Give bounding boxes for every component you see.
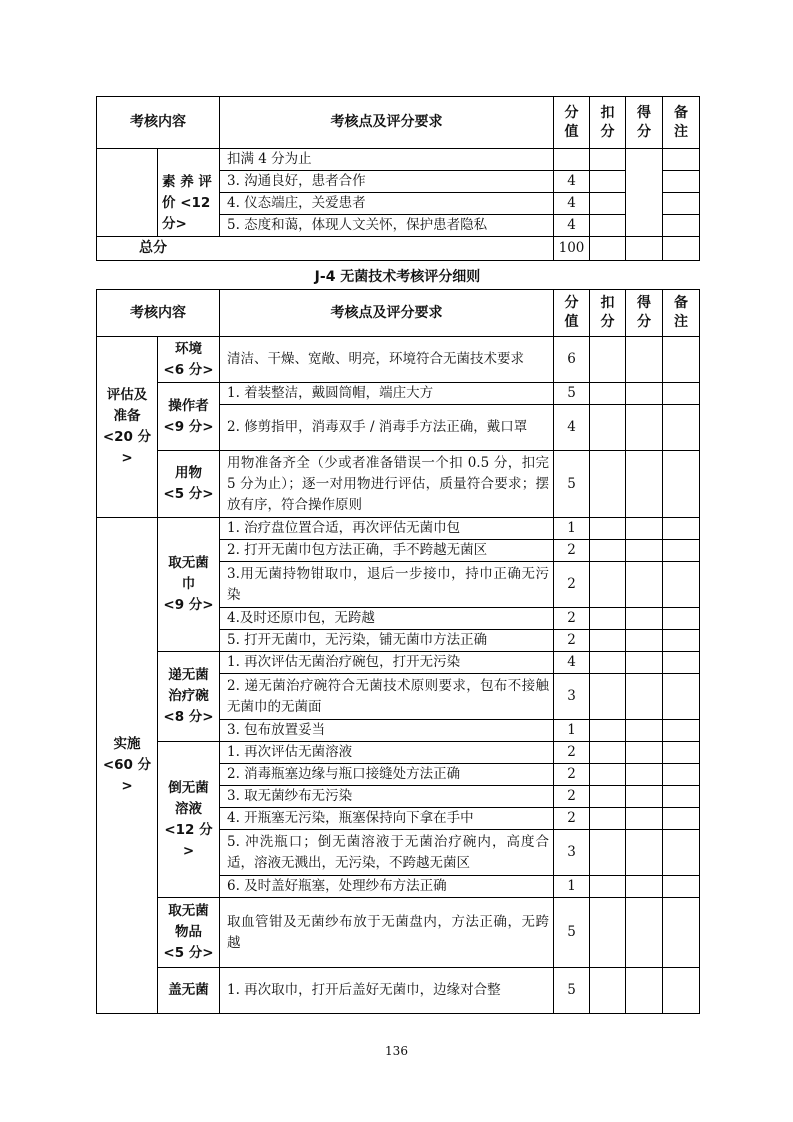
header-criteria: 考核点及评分要求 [220, 97, 554, 149]
criteria-text: 2. 消毒瓶塞边缘与瓶口接缝处方法正确 [220, 764, 554, 786]
criteria-text: 5. 冲洗瓶口；倒无菌溶液于无菌治疗碗内，高度合适，溶液无溅出，无污染，不跨越无菌区 [220, 830, 554, 876]
note-cell [663, 562, 700, 608]
total-label: 总分 [97, 237, 554, 261]
total-score: 100 [554, 237, 590, 261]
got-cell [626, 652, 663, 674]
deduct-cell [590, 830, 626, 876]
score-value: 2 [554, 742, 590, 764]
header-content: 考核内容 [97, 97, 220, 149]
group-implementation: 实施 <60 分> [97, 518, 158, 1014]
criteria-text: 取血管钳及无菌纱布放于无菌盘内，方法正确，无跨越 [220, 898, 554, 968]
note-cell [663, 742, 700, 764]
got-cell [626, 562, 663, 608]
note-cell [663, 171, 700, 193]
score-value: 2 [554, 786, 590, 808]
got-cell [626, 540, 663, 562]
deduct-cell [590, 215, 626, 237]
header-score: 分 值 [554, 97, 590, 149]
subcategory-towel: 取无菌 巾 <9 分> [158, 518, 220, 652]
score-value: 6 [554, 337, 590, 383]
criteria-text: 用物准备齐全（少或者准备错误一个扣 0.5 分，扣完 5 分为止）；逐一对用物进行评估，质量符合要求；摆放有序，符合操作原则 [220, 451, 554, 518]
note-cell [663, 193, 700, 215]
criteria-text: 5. 态度和蔼，体现人文关怀，保护患者隐私 [220, 215, 554, 237]
header-deduct: 扣 分 [590, 97, 626, 149]
score-value: 1 [554, 518, 590, 540]
table-row [97, 898, 700, 968]
deduct-cell [590, 451, 626, 518]
group-prep: 评估及 准备 <20 分> [97, 337, 158, 518]
got-cell [626, 149, 663, 237]
note-cell [663, 720, 700, 742]
note-cell [663, 808, 700, 830]
deduct-cell [590, 968, 626, 1014]
subcategory-items: 取无菌 物品 <5 分> [158, 898, 220, 968]
table-row [97, 451, 700, 518]
deduct-cell [590, 237, 626, 261]
scoring-table-literacy [96, 96, 700, 261]
deduct-cell [590, 337, 626, 383]
criteria-text: 1. 着装整洁，戴圆筒帽，端庄大方 [220, 383, 554, 405]
table-row [97, 383, 700, 405]
deduct-cell [590, 171, 626, 193]
score-value: 4 [554, 193, 590, 215]
got-cell [626, 451, 663, 518]
score-value: 2 [554, 764, 590, 786]
table-row [97, 742, 700, 764]
score-value: 2 [554, 630, 590, 652]
deduct-cell [590, 518, 626, 540]
score-value [554, 149, 590, 171]
score-value: 5 [554, 968, 590, 1014]
criteria-text: 扣满 4 分为止 [220, 149, 554, 171]
header-criteria: 考核点及评分要求 [220, 290, 554, 337]
score-value: 2 [554, 608, 590, 630]
criteria-text: 3.用无菌持物钳取巾，退后一步接巾，持巾正确无污染 [220, 562, 554, 608]
criteria-text: 清洁、干燥、宽敞、明亮，环境符合无菌技术要求 [220, 337, 554, 383]
table-row [97, 968, 700, 1014]
table-row [97, 149, 700, 171]
subcategory-cover: 盖无菌 [158, 968, 220, 1014]
note-cell [663, 968, 700, 1014]
header-content: 考核内容 [97, 290, 220, 337]
criteria-text: 1. 再次评估无菌治疗碗包，打开无污染 [220, 652, 554, 674]
header-note: 备 注 [663, 290, 700, 337]
table-title: J-4 无菌技术考核评分细则 [314, 269, 481, 285]
got-cell [626, 383, 663, 405]
got-cell [626, 608, 663, 630]
subcategory-operator: 操作者 <9 分> [158, 383, 220, 451]
deduct-cell [590, 562, 626, 608]
criteria-text: 4. 开瓶塞无污染，瓶塞保持向下拿在手中 [220, 808, 554, 830]
score-value: 5 [554, 383, 590, 405]
score-value: 1 [554, 720, 590, 742]
got-cell [626, 720, 663, 742]
subcategory-bowl: 递无菌 治疗碗 <8 分> [158, 652, 220, 742]
deduct-cell [590, 720, 626, 742]
note-cell [663, 518, 700, 540]
score-value: 4 [554, 215, 590, 237]
deduct-cell [590, 540, 626, 562]
criteria-text: 4.及时还原巾包，无跨越 [220, 608, 554, 630]
got-cell [626, 518, 663, 540]
deduct-cell [590, 674, 626, 720]
score-value: 4 [554, 405, 590, 451]
got-cell [626, 237, 663, 261]
criteria-text: 5. 打开无菌巾，无污染，铺无菌巾方法正确 [220, 630, 554, 652]
header-got: 得 分 [626, 290, 663, 337]
criteria-text: 1. 再次评估无菌溶液 [220, 742, 554, 764]
deduct-cell [590, 808, 626, 830]
note-cell [663, 337, 700, 383]
deduct-cell [590, 652, 626, 674]
category-literacy: 素 养 评 价 <12 分> [158, 171, 220, 237]
deduct-cell [590, 608, 626, 630]
got-cell [626, 876, 663, 898]
deduct-cell [590, 876, 626, 898]
got-cell [626, 742, 663, 764]
criteria-text: 3. 取无菌纱布无污染 [220, 786, 554, 808]
note-cell [663, 451, 700, 518]
scoring-table-aseptic [96, 289, 700, 1014]
header-got: 得 分 [626, 97, 663, 149]
deduct-cell [590, 764, 626, 786]
header-note: 备 注 [663, 97, 700, 149]
criteria-text: 2. 打开无菌巾包方法正确，手不跨越无菌区 [220, 540, 554, 562]
header-score: 分 值 [554, 290, 590, 337]
note-cell [663, 540, 700, 562]
deduct-cell [590, 193, 626, 215]
header-deduct: 扣 分 [590, 290, 626, 337]
note-cell [663, 898, 700, 968]
blank-sub-cell [158, 149, 220, 171]
score-value: 3 [554, 674, 590, 720]
got-cell [626, 898, 663, 968]
criteria-text: 4. 仪态端庄，关爱患者 [220, 193, 554, 215]
got-cell [626, 808, 663, 830]
note-cell [663, 764, 700, 786]
score-value: 1 [554, 876, 590, 898]
score-value: 4 [554, 171, 590, 193]
got-cell [626, 337, 663, 383]
table-header-row [97, 290, 700, 337]
deduct-cell [590, 786, 626, 808]
got-cell [626, 405, 663, 451]
got-cell [626, 764, 663, 786]
got-cell [626, 968, 663, 1014]
criteria-text: 2. 修剪指甲，消毒双手 / 消毒手方法正确，戴口罩 [220, 405, 554, 451]
deduct-cell [590, 898, 626, 968]
note-cell [663, 608, 700, 630]
note-cell [663, 786, 700, 808]
criteria-text: 6. 及时盖好瓶塞，处理纱布方法正确 [220, 876, 554, 898]
criteria-text: 3. 包布放置妥当 [220, 720, 554, 742]
note-cell [663, 652, 700, 674]
got-cell [626, 830, 663, 876]
subcategory-supplies: 用物 <5 分> [158, 451, 220, 518]
table-row [97, 652, 700, 674]
score-value: 5 [554, 898, 590, 968]
deduct-cell [590, 405, 626, 451]
note-cell [663, 149, 700, 171]
subcategory-environment: 环境 <6 分> [158, 337, 220, 383]
criteria-text: 1. 再次取巾，打开后盖好无菌巾，边缘对合整 [220, 968, 554, 1014]
table-row [97, 337, 700, 383]
note-cell [663, 383, 700, 405]
deduct-cell [590, 742, 626, 764]
subcategory-solution: 倒无菌 溶液 <12 分> [158, 742, 220, 898]
note-cell [663, 876, 700, 898]
deduct-cell [590, 149, 626, 171]
score-value: 2 [554, 540, 590, 562]
criteria-text: 3. 沟通良好，患者合作 [220, 171, 554, 193]
total-row [97, 237, 700, 261]
got-cell [626, 674, 663, 720]
got-cell [626, 786, 663, 808]
note-cell [663, 830, 700, 876]
note-cell [663, 674, 700, 720]
deduct-cell [590, 630, 626, 652]
score-value: 3 [554, 830, 590, 876]
score-value: 2 [554, 808, 590, 830]
criteria-text: 1. 治疗盘位置合适，再次评估无菌巾包 [220, 518, 554, 540]
table-row [97, 518, 700, 540]
criteria-text: 2. 递无菌治疗碗符合无菌技术原则要求，包布不接触无菌巾的无菌面 [220, 674, 554, 720]
note-cell [663, 630, 700, 652]
table-header-row [97, 97, 700, 149]
deduct-cell [590, 383, 626, 405]
page-number: 136 [385, 1044, 408, 1058]
score-value: 4 [554, 652, 590, 674]
table-row [97, 171, 700, 193]
note-cell [663, 215, 700, 237]
got-cell [626, 630, 663, 652]
blank-group-cell [97, 149, 158, 237]
score-value: 2 [554, 562, 590, 608]
score-value: 5 [554, 451, 590, 518]
note-cell [663, 405, 700, 451]
note-cell [663, 237, 700, 261]
